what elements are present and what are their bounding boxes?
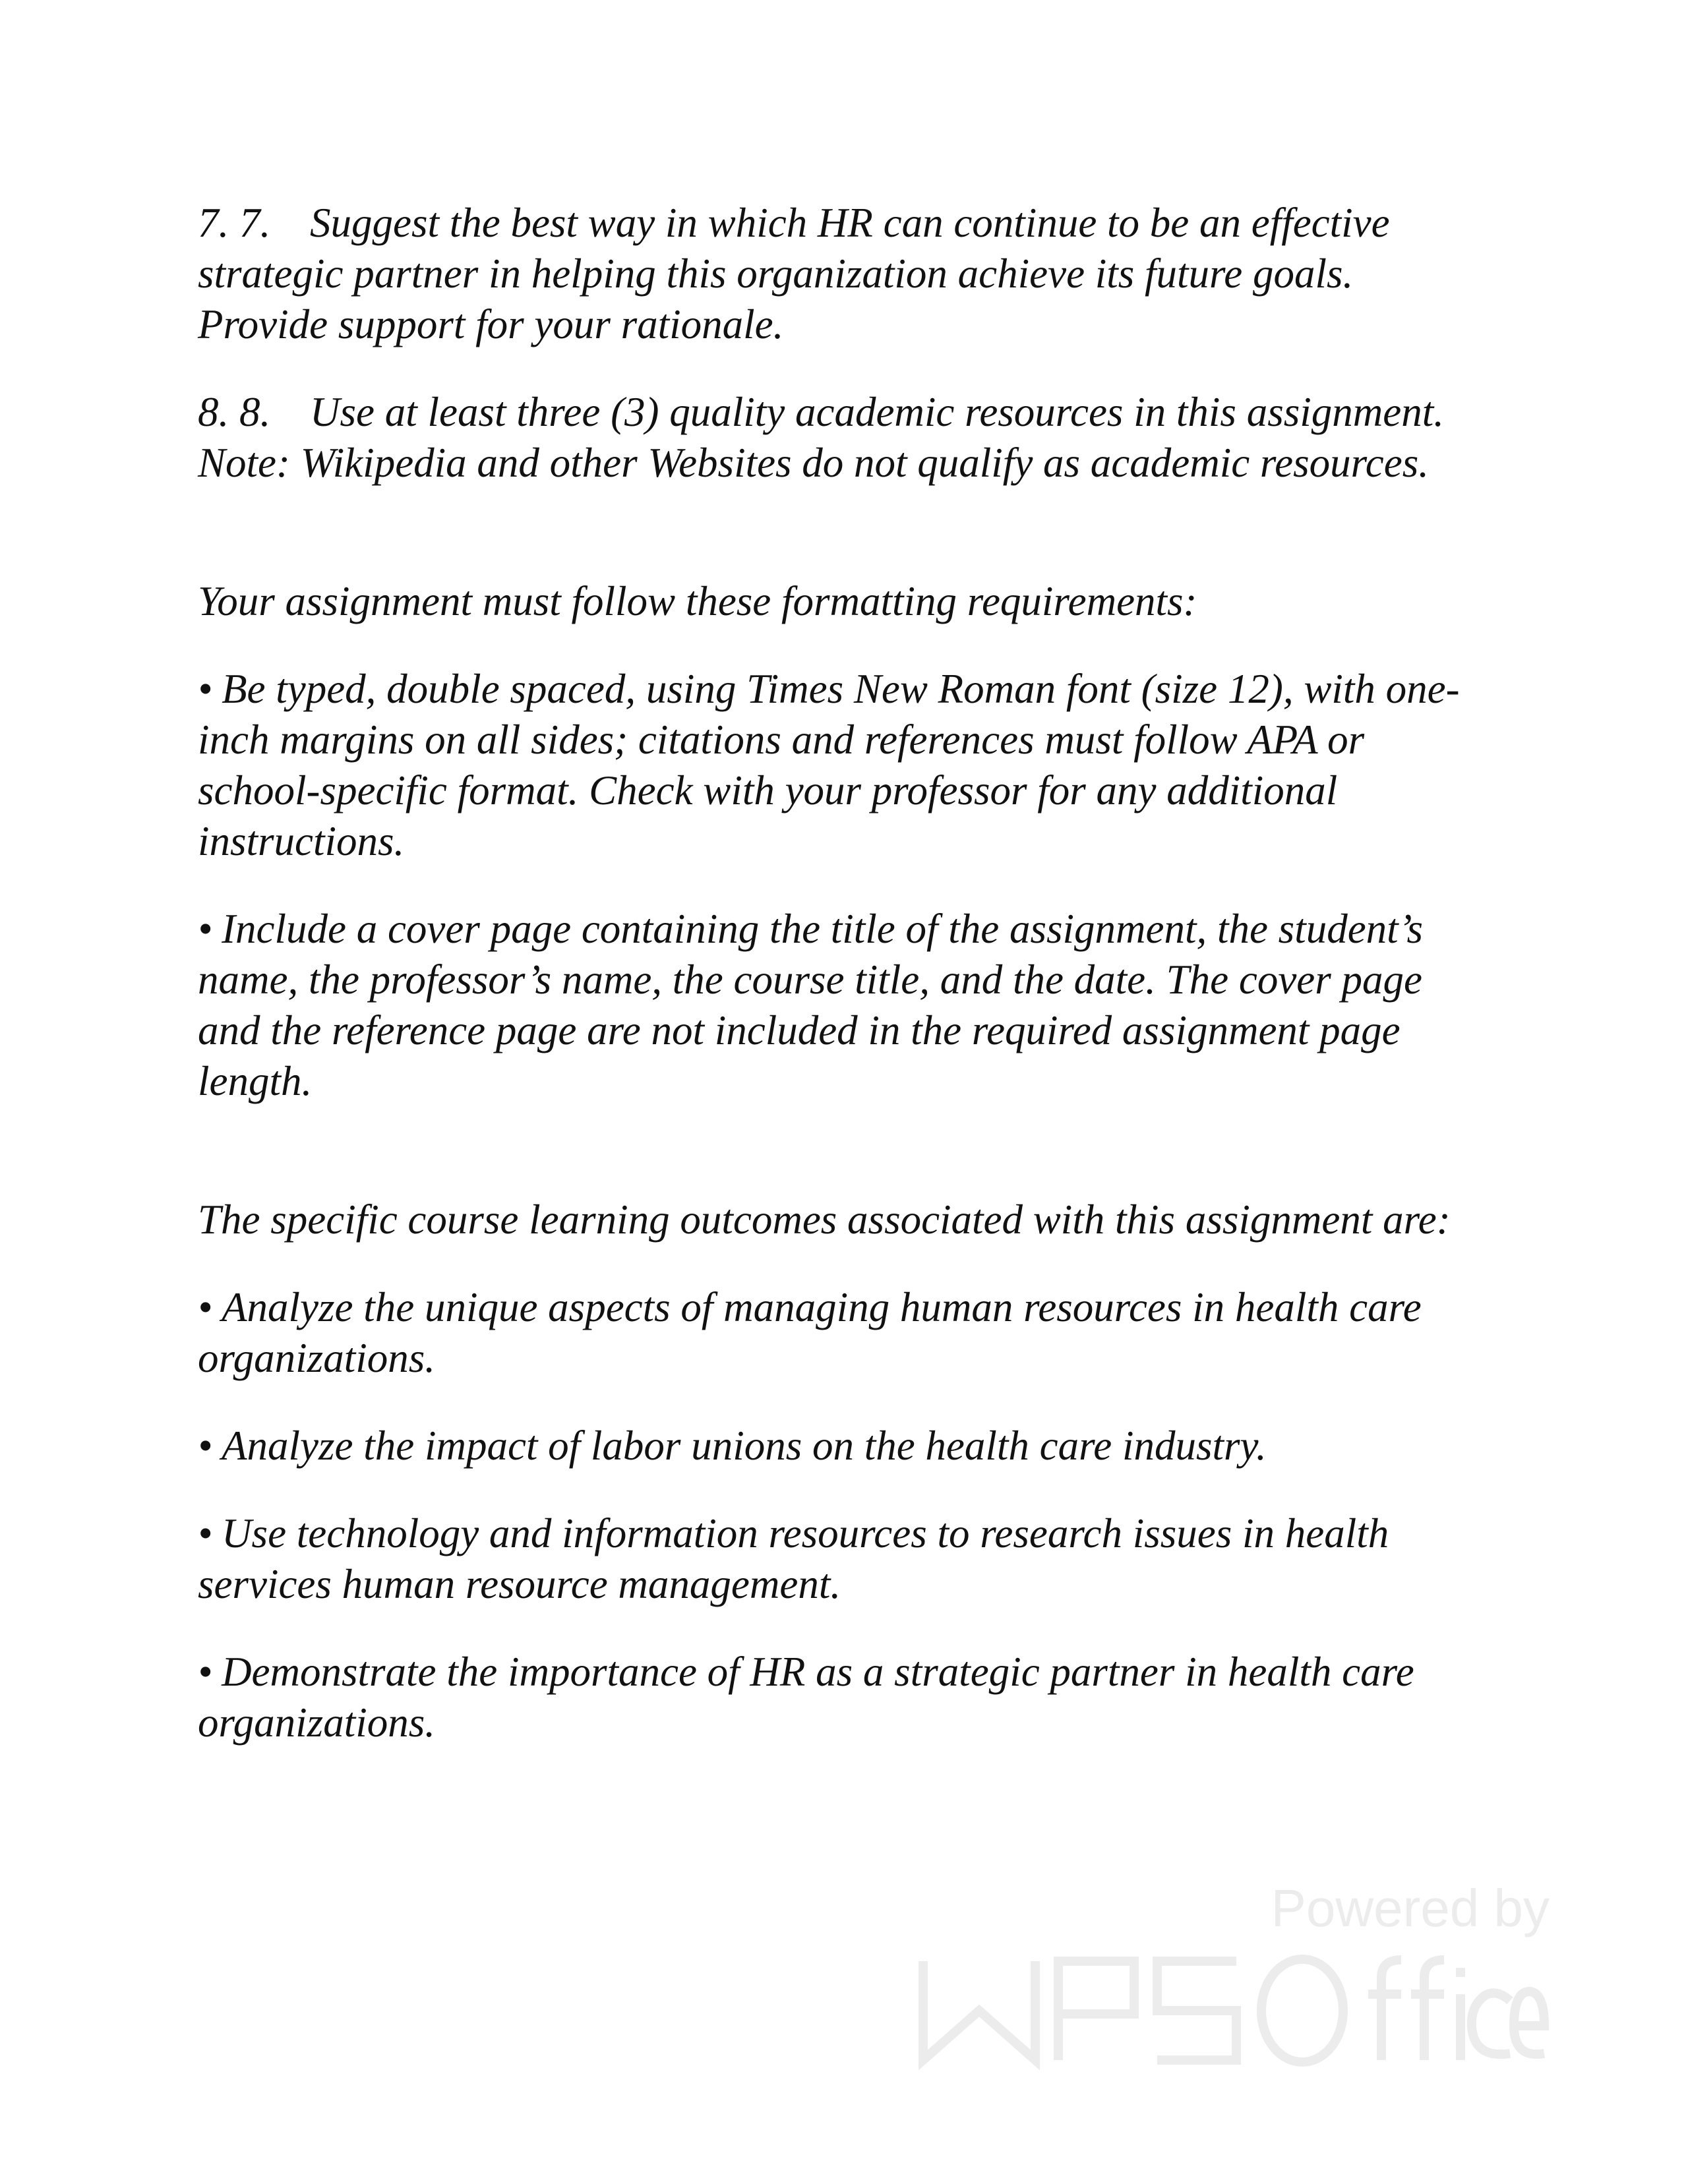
bullet-icon: • [198, 1510, 213, 1556]
formatting-bullet-1 [198, 664, 1490, 867]
numbered-item-8 [198, 387, 1490, 488]
watermark-logo-text: WPS Office [917, 1939, 968, 1951]
numbered-item-7 [198, 198, 1490, 350]
outcome-bullet-2 [198, 1421, 1490, 1471]
bullet-text: Demonstrate the importance of HR as a strategic partner in health care organizations. [198, 1649, 1414, 1746]
item-number: 8. 8. [198, 389, 271, 435]
bullet-icon: • [198, 1649, 213, 1695]
outcome-bullet-3 [198, 1508, 1490, 1610]
bullet-icon: • [198, 666, 213, 712]
item-text: Use at least three (3) quality academic resources in this assignment. Note: Wikipedia and other Websites do not qualify as academic resources. [198, 389, 1444, 486]
bullet-text: Analyze the impact of labor unions on the health care industry. [222, 1423, 1267, 1469]
bullet-text: Be typed, double spaced, using Times New Roman font (size 12), with one-inch margins on all sides; citations and references must follow APA or school-specific format. Check with your professor for any additional instructions. [198, 666, 1460, 864]
document-body [198, 198, 1490, 1748]
bullet-text: Use technology and information resources to research issues in health services human resource management. [198, 1510, 1389, 1607]
formatting-heading: Your assignment must follow these formatting requirements: [198, 578, 1197, 624]
wps-office-watermark [917, 1879, 1550, 2077]
outcome-bullet-4 [198, 1647, 1490, 1748]
outcome-bullet-1 [198, 1282, 1490, 1384]
item-number: 7. 7. [198, 200, 271, 246]
bullet-icon: • [198, 1423, 213, 1469]
bullet-icon: • [198, 906, 213, 952]
outcomes-heading: The specific course learning outcomes associated with this assignment are: [198, 1196, 1451, 1243]
formatting-bullet-2 [198, 904, 1490, 1107]
watermark-powered-by: Powered by [1271, 1879, 1550, 1937]
wps-office-logo-icon [917, 1939, 1550, 2073]
bullet-text: Analyze the unique aspects of managing human resources in health care organizations. [198, 1284, 1422, 1381]
bullet-text: Include a cover page containing the title of the assignment, the student’s name, the professor’s name, the course title, and the date. The cover page and the reference page are not included in the required assignment page length. [198, 906, 1424, 1104]
item-text: Suggest the best way in which HR can continue to be an effective strategic partner in helping this organization achieve its future goals. Provide support for your rationale. [198, 200, 1390, 347]
bullet-icon: • [198, 1284, 213, 1330]
